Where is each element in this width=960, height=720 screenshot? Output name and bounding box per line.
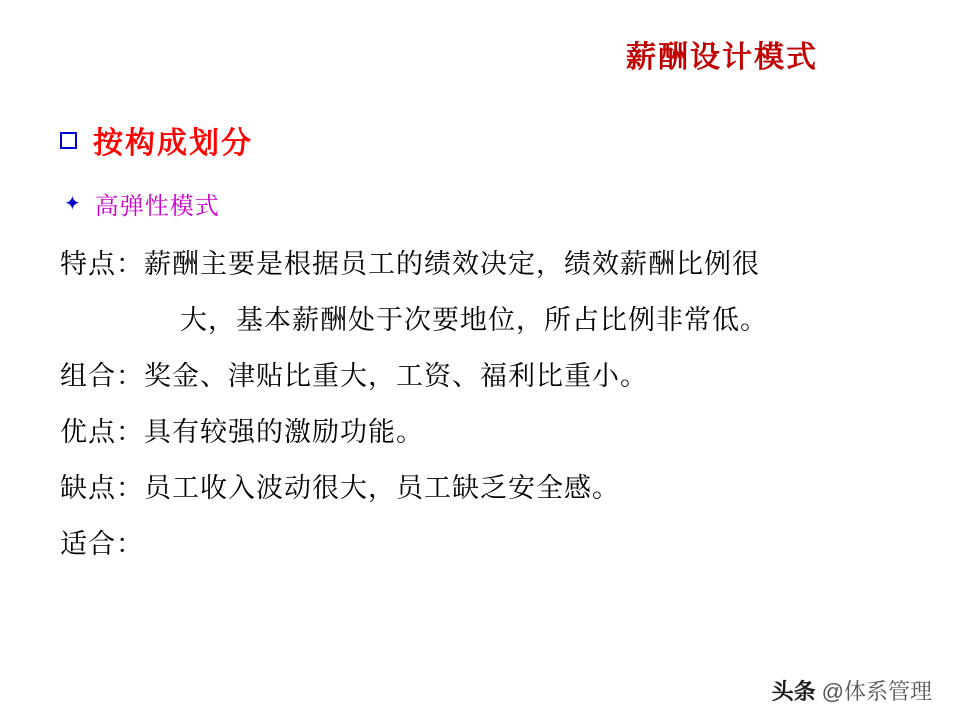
level1-heading [60, 118, 253, 162]
level2-heading [64, 186, 220, 221]
body-line: 优点：具有较强的激励功能。 [60, 417, 424, 447]
level2-heading-label: 高弹性模式 [94, 193, 220, 220]
body-line: 组合：奖金、津贴比重大，工资、福利比重小。 [60, 361, 648, 391]
diamond-bullet-icon: ✦ [64, 192, 81, 215]
body-text-block [60, 236, 910, 572]
footer-watermark [772, 675, 932, 706]
level1-heading-label: 按构成划分 [93, 127, 253, 160]
body-line: 特点：薪酬主要是根据员工的绩效决定，绩效薪酬比例很 [60, 249, 760, 279]
square-bullet-icon [60, 132, 77, 149]
body-line: 适合： [60, 529, 144, 559]
body-line: 缺点：员工收入波动很大，员工缺乏安全感。 [60, 473, 620, 503]
body-line: 大，基本薪酬处于次要地位，所占比例非常低。 [180, 305, 768, 335]
slide-title: 薪酬设计模式 [626, 41, 818, 74]
footer-handle-label: @体系管理 [821, 679, 932, 704]
footer-brand-label: 头条 [771, 679, 816, 704]
